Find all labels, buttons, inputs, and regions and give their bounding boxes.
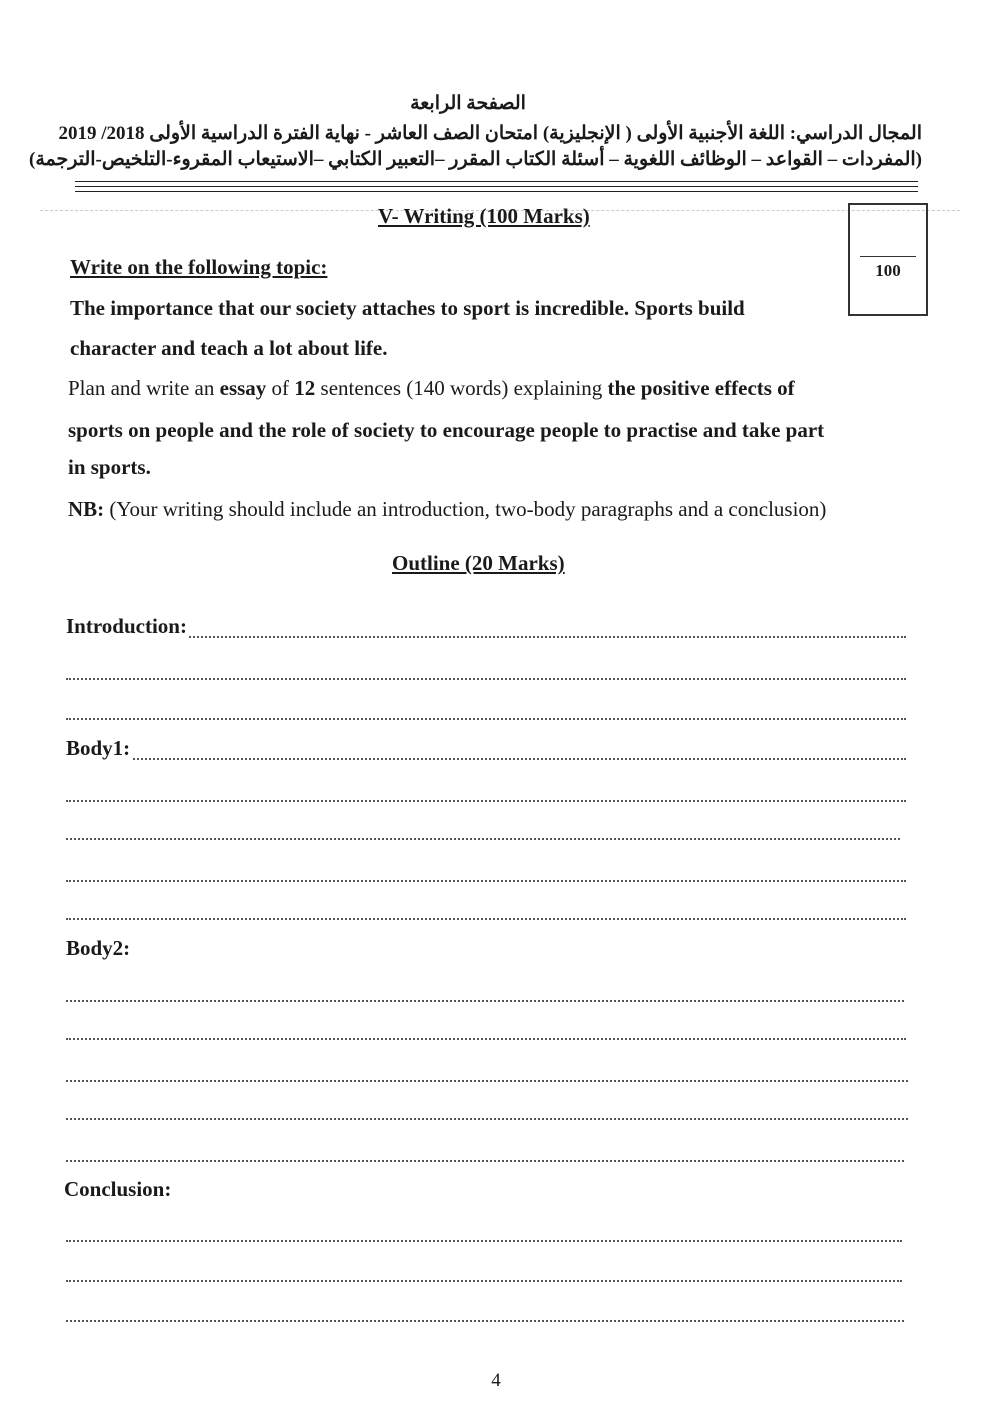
introduction-label: Introduction: [66,614,187,638]
introduction-answer-line-2[interactable] [66,678,906,680]
instruction-line-2: sports on people and the role of society to encourage people to practise and take part [68,418,825,442]
outline-title: Outline (20 Marks) [392,551,565,575]
body1-answer-line-5[interactable] [66,918,906,920]
section-title: V- Writing (100 Marks) [378,204,590,228]
header-rule-1 [75,181,918,182]
body2-answer-line-1[interactable] [66,1000,904,1002]
instruction-line-3: in sports. [68,455,151,479]
conclusion-answer-line-1[interactable] [66,1240,902,1242]
instr-d: 12 [294,376,316,400]
marks-box-total: 100 [875,261,901,280]
introduction-answer-line-1[interactable] [66,636,906,638]
body1-answer-line-2[interactable] [66,800,906,802]
conclusion-answer-line-3[interactable] [66,1320,904,1322]
nb-note [68,497,826,522]
body2-answer-line-3[interactable] [66,1080,908,1082]
body2-answer-line-2[interactable] [66,1038,906,1040]
instr-a: Plan and write an [68,376,220,400]
header-topics-line: (المفردات – القواعد – الوظائف اللغوية – أسئلة الكتاب المقرر –التعبير الكتابي –الاستيعاب المقروء-التلخيص-الترجمة) [29,149,922,170]
marks-box-score-line [860,256,916,257]
header-rule-3 [75,191,918,192]
instruction-line-1 [68,376,795,401]
conclusion-label-text: Conclusion: [64,1177,172,1201]
introduction-answer-line-3[interactable] [66,718,906,720]
body1-answer-line-1[interactable] [66,758,906,760]
conclusion-answer-line-2[interactable] [66,1280,902,1282]
body1-answer-line-3[interactable] [66,838,900,840]
body2-answer-line-4[interactable] [66,1118,908,1120]
instr-f: the positive effects of [607,376,795,400]
prompt-line-1: The importance that our society attaches to sport is incredible. Sports build [70,296,745,320]
instr-e: sentences (140 words) explaining [315,376,608,400]
header-rule-2 [75,186,918,187]
nb-label: NB: [68,497,105,521]
header-page-title: الصفحة الرابعة [410,93,526,114]
instr-b: essay [219,376,267,400]
nb-text: (Your writing should include an introduction, two-body paragraphs and a conclusion) [104,497,827,521]
topic-label: Write on the following topic: [70,255,328,279]
marks-box [848,203,928,316]
body1-answer-line-4[interactable] [66,880,906,882]
body1-label: Body1: [66,736,131,760]
body2-label: Body2: [66,936,131,960]
conclusion-label [64,1177,171,1202]
page-number: 4 [491,1370,501,1391]
prompt-line-2: character and teach a lot about life. [70,336,388,360]
body2-answer-line-5[interactable] [66,1160,904,1162]
instr-c: of [266,376,295,400]
header-subject-line: المجال الدراسي: اللغة الأجنبية الأولى ( الإنجليزية) امتحان الصف العاشر - نهاية الفترة الدراسية الأولى 2018/ 2019 [58,123,922,144]
